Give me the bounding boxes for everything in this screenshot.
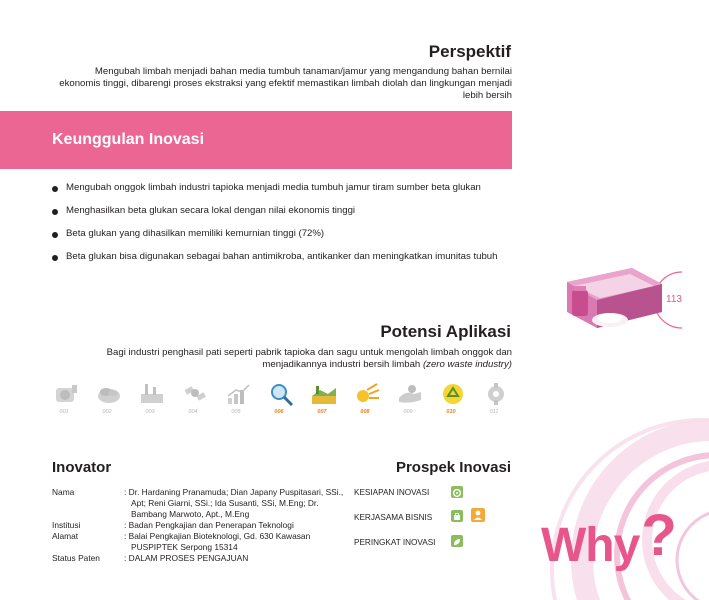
why-logo: Why? <box>541 503 676 572</box>
bullet-icon <box>52 186 58 192</box>
list-item: Beta glukan bisa digunakan sebagai bahan antimikroba, antikanker dan meningkatkan imunitas tubuh <box>52 251 514 263</box>
gear-icon: 011 <box>478 380 516 420</box>
peringkat-inovasi-label: PERINGKAT INOVASI <box>354 538 436 547</box>
list-item: Menghasilkan beta glukan secara lokal dengan nilai ekonomis tinggi <box>52 205 514 217</box>
hand-care-icon: 009 <box>392 380 430 420</box>
business-icon <box>451 510 463 522</box>
kerjasama-bisnis-label: KERJASAMA BISNIS <box>354 513 433 522</box>
recycle-icon: 010 <box>435 380 473 420</box>
readiness-gear-icon <box>451 486 463 498</box>
keunggulan-list <box>52 182 514 274</box>
bullet-icon <box>52 232 58 238</box>
inovator-heading: Inovator <box>52 459 112 476</box>
list-item: Mengubah onggok limbah industri tapioka menjadi media tumbuh jamur tiram sumber beta glukan <box>52 182 514 194</box>
perspektif-text: Mengubah limbah menjadi bahan media tumbuh tanaman/jamur yang mengandung bahan bernilai ekonomis tinggi, dibarengi proses ekstraksi yang efektif memastikan limbah diolah dan lingkungan menjadi lebih bersih <box>59 66 512 102</box>
chart-icon: 005 <box>220 380 258 420</box>
keunggulan-heading: Keunggulan Inovasi <box>52 131 205 148</box>
list-item: Beta glukan yang dihasilkan memiliki kemurnian tinggi (72%) <box>52 228 514 240</box>
product-box-illustration <box>567 268 662 328</box>
inovator-table <box>52 487 353 564</box>
agriculture-field-icon: 007 <box>306 380 344 420</box>
satellite-icon: 004 <box>177 380 215 420</box>
bullet-icon <box>52 209 58 215</box>
potensi-text: Bagi industri penghasil pati seperti pabrik tapioka dan sagu untuk mengolah limbah onggok dan menjadikannya industri bersih limbah (zero waste industry) <box>106 347 512 371</box>
sun-energy-icon: 008 <box>349 380 387 420</box>
rating-leaf-icon <box>451 535 463 547</box>
factory-icon: 003 <box>134 380 172 420</box>
table-row: Institusi : Badan Pengkajian dan Penerapan Teknologi <box>52 520 294 530</box>
magnifier-icon: 006 <box>263 380 301 420</box>
page-number: 113 <box>666 294 682 305</box>
perspektif-heading: Perspektif <box>428 42 511 61</box>
table-row: Nama : Dr. Hardaning Pranamuda; Dian Japany Puspitasari, SSi., Apt; Reni Giarni, SSi.; Ida Susanti, SSi, M.Eng; Dr. Bambang Marwoto, Apt., M.Eng <box>52 487 344 519</box>
table-row: Alamat : Balai Pengkajian Bioteknologi, Gd. 630 Kawasan PUSPIPTEK Serpong 15314 <box>52 531 311 552</box>
bullet-icon <box>52 255 58 261</box>
kesiapan-inovasi-label: KESIAPAN INOVASI <box>354 488 430 497</box>
table-row: Status Paten : DALAM PROSES PENGAJUAN <box>52 553 249 563</box>
application-icons-strip <box>48 380 518 420</box>
prospek-heading: Prospek Inovasi <box>395 459 511 476</box>
industry-machine-icon: 001 <box>48 380 86 420</box>
business-partner-icon <box>471 508 485 522</box>
potensi-heading: Potensi Aplikasi <box>380 322 511 341</box>
food-icon: 002 <box>91 380 129 420</box>
